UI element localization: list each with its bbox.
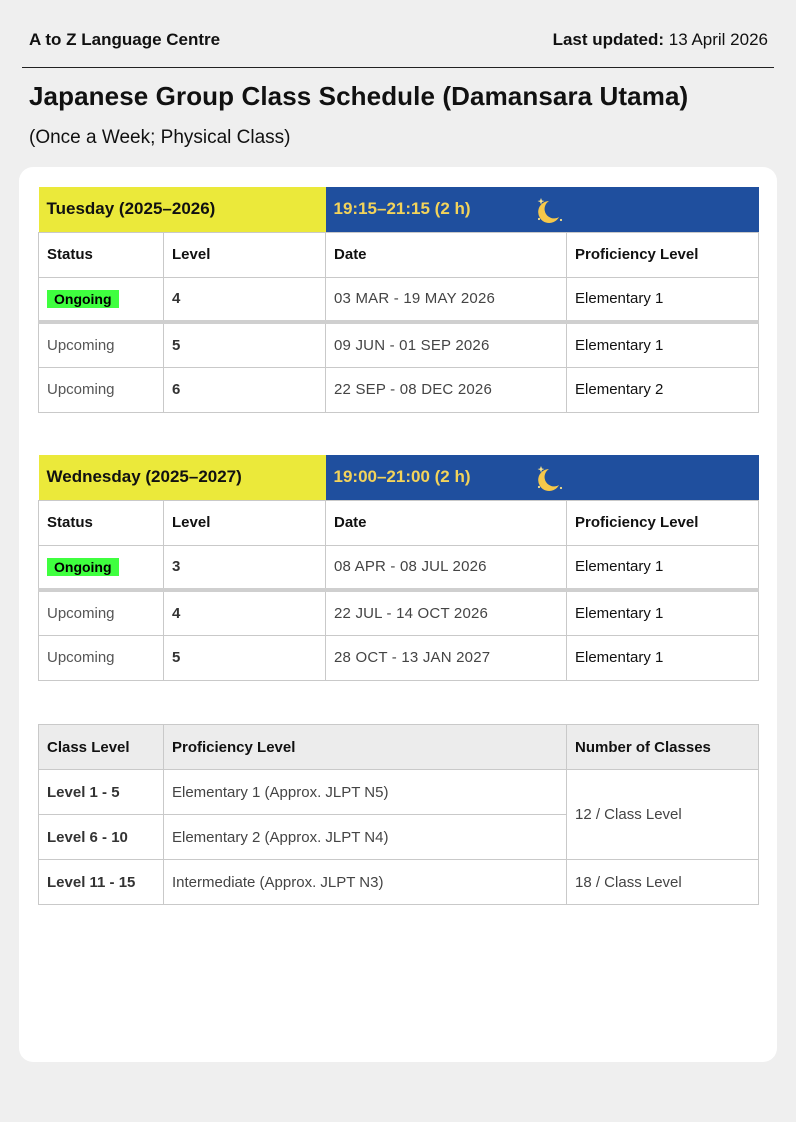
last-updated-value: 13 April 2026 xyxy=(668,30,768,49)
column-header-row xyxy=(39,232,759,277)
proficiency-cell: Elementary 2 xyxy=(567,367,759,412)
status-cell: Upcoming xyxy=(39,590,164,635)
proficiency-cell: Elementary 1 xyxy=(567,590,759,635)
date-cell: 22 SEP - 08 DEC 2026 xyxy=(326,367,567,412)
time-label: 19:00–21:00 (2 h) xyxy=(333,467,471,487)
table-row xyxy=(39,860,759,905)
status-cell xyxy=(39,277,164,322)
ongoing-badge: Ongoing xyxy=(47,558,119,576)
number-of-classes-cell: 18 / Class Level xyxy=(567,860,759,905)
level-cell: 4 xyxy=(164,277,326,322)
proficiency-cell: Intermediate (Approx. JLPT N3) xyxy=(164,860,567,905)
proficiency-cell: Elementary 1 xyxy=(567,277,759,322)
last-updated xyxy=(553,30,768,50)
class-level-header: Class Level xyxy=(39,725,164,770)
number-of-classes-cell: 12 / Class Level xyxy=(567,770,759,860)
schedule-header-row xyxy=(39,455,759,500)
date-header: Date xyxy=(326,232,567,277)
date-cell: 28 OCT - 13 JAN 2027 xyxy=(326,635,567,680)
schedule-header-row xyxy=(39,187,759,232)
table-row xyxy=(39,277,759,322)
date-cell: 09 JUN - 01 SEP 2026 xyxy=(326,322,567,367)
table-row xyxy=(39,590,759,635)
table-row xyxy=(39,367,759,412)
class-level-cell: Level 6 - 10 xyxy=(39,815,164,860)
level-header: Level xyxy=(164,232,326,277)
proficiency-header: Proficiency Level xyxy=(567,232,759,277)
class-level-cell: Level 1 - 5 xyxy=(39,770,164,815)
table-row xyxy=(39,322,759,367)
proficiency-cell: Elementary 1 (Approx. JLPT N5) xyxy=(164,770,567,815)
day-label: Tuesday (2025–2026) xyxy=(39,187,326,232)
date-cell: 22 JUL - 14 OCT 2026 xyxy=(326,590,567,635)
level-cell: 5 xyxy=(164,322,326,367)
page-subtitle: (Once a Week; Physical Class) xyxy=(29,127,291,148)
proficiency-header: Proficiency Level xyxy=(567,500,759,545)
table-row xyxy=(39,635,759,680)
proficiency-cell: Elementary 1 xyxy=(567,322,759,367)
level-cell: 3 xyxy=(164,545,326,590)
level-cell: 4 xyxy=(164,590,326,635)
status-cell: Upcoming xyxy=(39,367,164,412)
status-header: Status xyxy=(39,232,164,277)
proficiency-cell: Elementary 1 xyxy=(567,635,759,680)
page-title: Japanese Group Class Schedule (Damansara Utama) xyxy=(29,81,689,111)
column-header-row xyxy=(39,725,759,770)
last-updated-label: Last updated: xyxy=(552,30,665,49)
column-header-row xyxy=(39,500,759,545)
time-label: 19:15–21:15 (2 h) xyxy=(333,199,471,219)
table-row xyxy=(39,545,759,590)
centre-name: A to Z Language Centre xyxy=(29,30,221,49)
number-of-classes-header: Number of Classes xyxy=(567,725,759,770)
level-header: Level xyxy=(164,500,326,545)
wednesday-schedule-table xyxy=(38,455,759,681)
schedule-card xyxy=(19,167,777,1062)
class-levels-table xyxy=(38,724,759,905)
moon-stars-icon xyxy=(534,463,564,493)
day-label: Wednesday (2025–2027) xyxy=(39,455,326,500)
status-cell xyxy=(39,545,164,590)
status-header: Status xyxy=(39,500,164,545)
date-cell: 08 APR - 08 JUL 2026 xyxy=(326,545,567,590)
date-cell: 03 MAR - 19 MAY 2026 xyxy=(326,277,567,322)
status-cell: Upcoming xyxy=(39,635,164,680)
time-slot xyxy=(326,187,759,232)
tuesday-schedule-table xyxy=(38,187,759,413)
page-header xyxy=(22,0,774,68)
proficiency-header: Proficiency Level xyxy=(164,725,567,770)
moon-stars-icon xyxy=(534,195,564,225)
time-slot xyxy=(326,455,759,500)
status-cell: Upcoming xyxy=(39,322,164,367)
level-cell: 6 xyxy=(164,367,326,412)
proficiency-cell: Elementary 1 xyxy=(567,545,759,590)
table-row xyxy=(39,770,759,815)
date-header: Date xyxy=(326,500,567,545)
proficiency-cell: Elementary 2 (Approx. JLPT N4) xyxy=(164,815,567,860)
level-cell: 5 xyxy=(164,635,326,680)
ongoing-badge: Ongoing xyxy=(47,290,119,308)
class-level-cell: Level 11 - 15 xyxy=(39,860,164,905)
